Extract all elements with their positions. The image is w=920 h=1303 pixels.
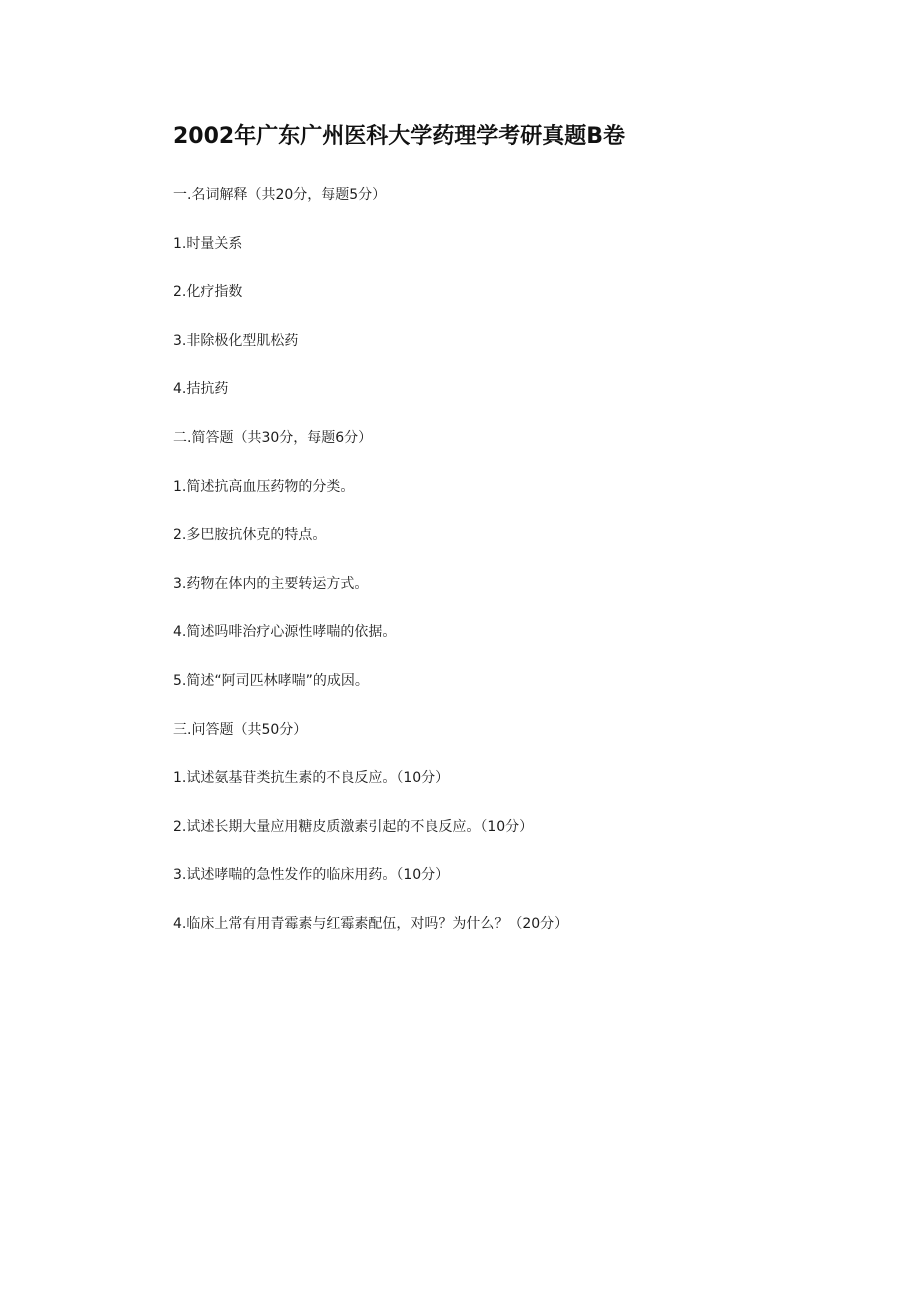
- section-heading: 一.名词解释（共20分，每题5分）: [173, 187, 387, 203]
- question-item: 3.试述哮喘的急性发作的临床用药。（10分）: [173, 867, 450, 884]
- question-item: 1.简述抗高血压药物的分类。: [173, 478, 355, 495]
- question-item: 3.非除极化型肌松药: [173, 332, 299, 349]
- question-item: 5.简述“阿司匹林哮喘”的成因。: [173, 672, 369, 689]
- question-item: 4.简述吗啡治疗心源性哮喘的依据。: [173, 624, 397, 641]
- section-essay-questions: [173, 720, 793, 934]
- question-item: 2.多巴胺抗休克的特点。: [173, 527, 327, 544]
- document-content: [173, 118, 793, 963]
- section-heading: 三.问答题（共50分）: [173, 721, 308, 738]
- document-title: 2002年广东广州医科大学药理学考研真题B卷: [173, 124, 626, 149]
- question-item: 2.试述长期大量应用糖皮质激素引起的不良反应。（10分）: [173, 818, 534, 835]
- section-noun-explanation: [173, 185, 793, 399]
- question-item: 1.试述氨基苷类抗生素的不良反应。（10分）: [173, 770, 450, 787]
- section-heading: 二.简答题（共30分，每题6分）: [173, 429, 373, 446]
- section-short-answer: [173, 428, 793, 691]
- question-item: 3.药物在体内的主要转运方式。: [173, 575, 369, 592]
- question-item: 4.拮抗药: [173, 381, 229, 398]
- question-item: 4.临床上常有用青霉素与红霉素配伍，对吗？为什么？（20分）: [173, 915, 569, 932]
- question-item: 1.时量关系: [173, 235, 243, 252]
- question-item: 2.化疗指数: [173, 284, 243, 301]
